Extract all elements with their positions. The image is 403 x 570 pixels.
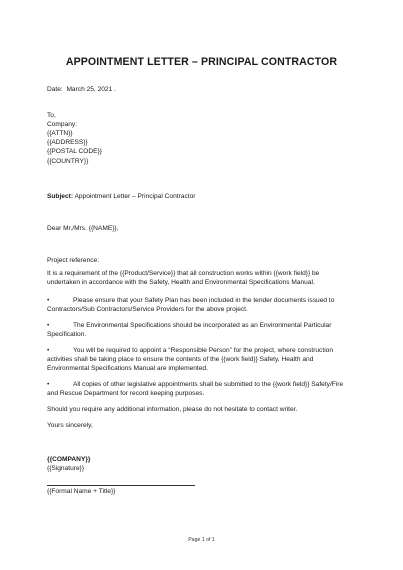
signature-line <box>47 485 195 486</box>
address-company: Company: <box>47 121 78 128</box>
signature-placeholder: {{Signature}} <box>47 465 85 472</box>
bullet-item <box>47 296 347 314</box>
bullet-item <box>47 321 347 339</box>
address-country: {{COUNTRY}} <box>47 158 89 165</box>
intro-paragraph: It is a requirement of the {{Product/Service}} that all construction works within {{work field}} be undertaken in accordance with the Safety, Health and Environmental Specifications Manual. <box>47 270 320 287</box>
company-name: {{COMPANY}} <box>47 456 91 463</box>
address-street: {{ADDRESS}} <box>47 139 88 146</box>
address-postal-code: {{POSTAL CODE}} <box>47 148 102 155</box>
document-title: APPOINTMENT LETTER – PRINCIPAL CONTRACTOR <box>65 56 338 68</box>
salutation: Dear Mr./Mrs. {{NAME}}, <box>47 225 119 232</box>
bullet-dot: • <box>47 347 50 354</box>
sign-off: Yours sincerely, <box>47 422 93 429</box>
formal-name: {{Formal Name + Title}} <box>47 488 116 495</box>
bullet-dot: • <box>47 297 50 304</box>
subject-label: Subject: <box>47 193 74 200</box>
address-to: To, <box>47 112 56 119</box>
closing-request: Should you require any additional information, please do not hesitate to contact writer. <box>47 406 298 413</box>
bullet-text: All copies of other legislative appointments shall be submitted to the {{work field}} Safety/Fire and Rescue Department for record keeping purposes. <box>47 381 344 398</box>
address-attn: {{ATTN}} <box>47 130 73 137</box>
bullet-item <box>47 346 347 374</box>
page-number: Page 1 of 1 <box>188 537 215 543</box>
subject-line <box>47 192 195 201</box>
date-line <box>47 85 116 94</box>
date-value: March 25, 2021 . <box>66 86 116 93</box>
bullet-text: The Environmental Specifications should be incorporated as an Environmental Particular Specification. <box>47 322 332 339</box>
bullet-dot: • <box>47 322 50 329</box>
bullet-text: You will be required to appoint a “Responsible Person” for the project, where construction activities shall be taking place to ensure the contents of the {{work field}} Safety, Health and Environmental Specifications Manual are implemented. <box>47 347 333 373</box>
bullet-item <box>47 380 347 398</box>
project-reference: Project reference: <box>47 257 100 264</box>
subject-value: Appointment Letter – Principal Contractor <box>74 193 196 200</box>
date-label: Date: <box>47 86 63 93</box>
bullet-dot: • <box>47 381 50 388</box>
bullet-text: Please ensure that your Safety Plan has been included in the tender documents issued to Contractors/Sub Contractors/Service Providers for the above project. <box>47 297 335 314</box>
